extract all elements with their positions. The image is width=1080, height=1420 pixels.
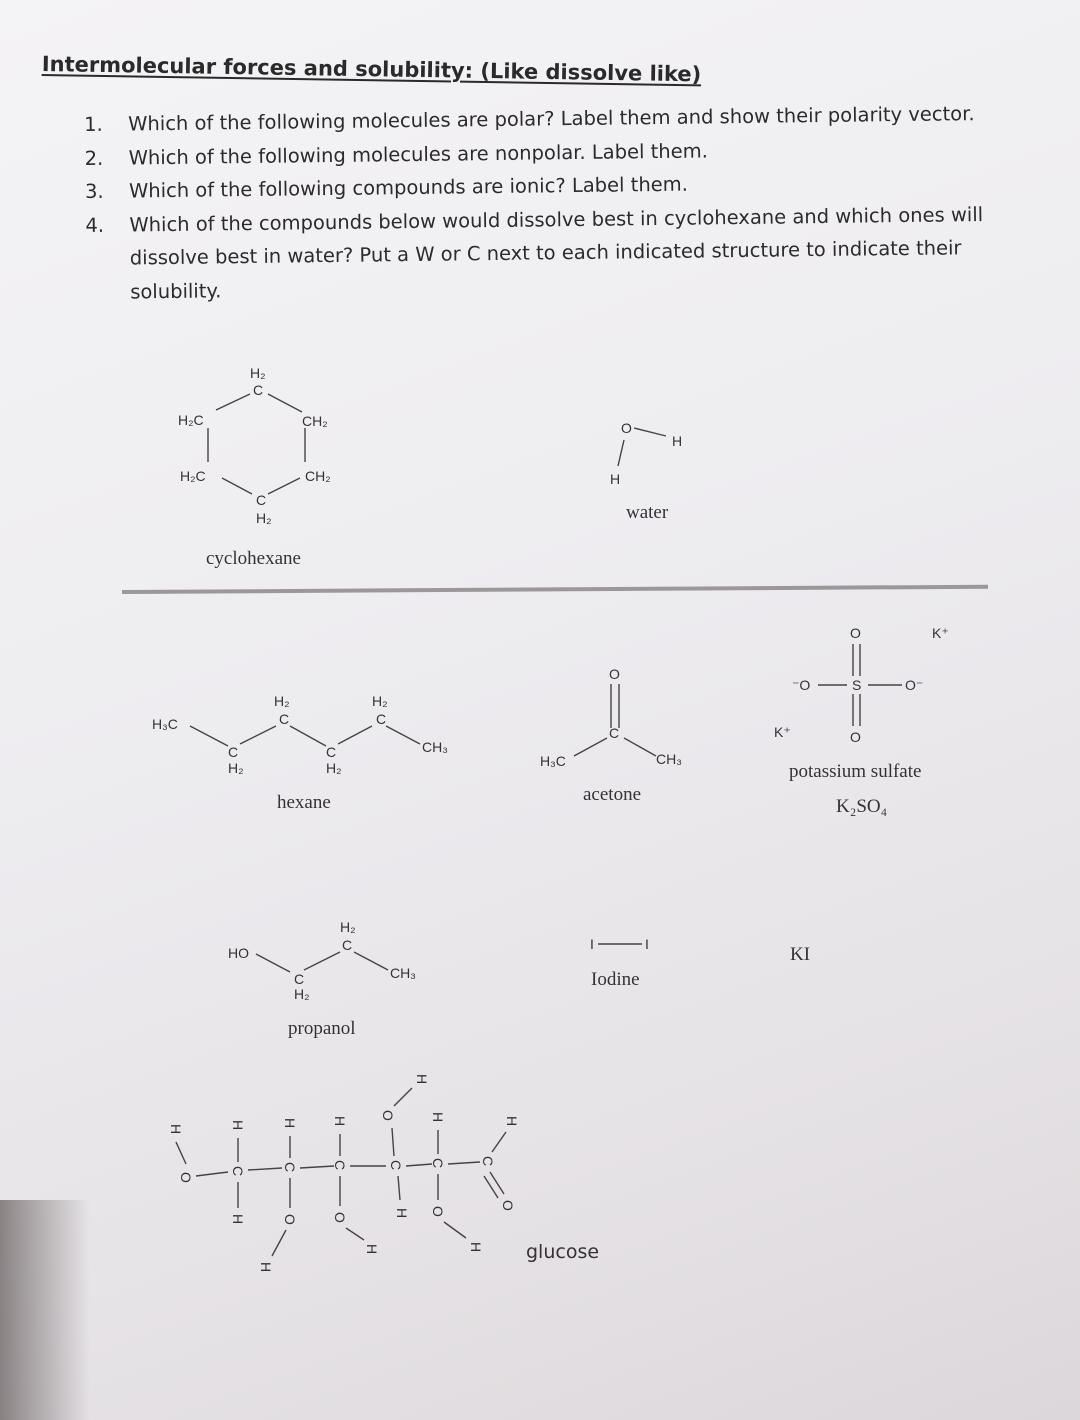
glucose-structure xyxy=(168,1074,599,1272)
atom-label: O xyxy=(609,666,620,682)
atom-label: H xyxy=(394,1208,410,1219)
atom-label: H xyxy=(504,1116,520,1127)
atom-label: O xyxy=(500,1200,516,1211)
atom-label: O xyxy=(850,729,861,745)
atom-label: H₂ xyxy=(274,693,290,709)
atom-label: HO xyxy=(228,945,249,961)
atom-label: O xyxy=(380,1110,396,1121)
atom-label: S xyxy=(852,677,862,693)
question-text: Which of the compounds below would dissolve best in cyclohexane and which ones will dissolve best in water? Put a W or C next to each indicated structure to indicate their solubility. xyxy=(129,202,984,303)
atom-label: C xyxy=(279,711,290,727)
molecule-name: glucose xyxy=(526,1241,600,1263)
bond xyxy=(624,738,656,756)
atom-label: C xyxy=(388,1160,404,1171)
atom-label: C xyxy=(342,937,353,953)
propanol-structure xyxy=(228,919,416,1039)
atom-label: C xyxy=(430,1158,446,1169)
atom-label: H₂ xyxy=(326,760,342,776)
question-text: Which of the following compounds are ionic? Label them. xyxy=(128,172,689,203)
atom-label: O xyxy=(332,1212,348,1223)
atom-label: H xyxy=(430,1112,446,1123)
bond xyxy=(398,1176,400,1200)
potassium-iodide xyxy=(790,944,810,965)
atom-label: CH₃ xyxy=(656,751,682,767)
question-number: 2. xyxy=(84,146,104,170)
bond xyxy=(618,440,624,466)
atom-label: O xyxy=(178,1172,194,1183)
atom-label: CH₂ xyxy=(305,468,331,484)
atom-label: H xyxy=(230,1214,246,1225)
bond xyxy=(406,1164,432,1166)
atom-label: H₃C xyxy=(540,753,566,769)
bond xyxy=(354,952,388,970)
atom-label: C xyxy=(326,744,337,760)
bond xyxy=(222,478,252,494)
atom-label: C xyxy=(228,744,239,760)
molecule-name: Iodine xyxy=(591,969,640,990)
atom-label: H xyxy=(414,1074,430,1085)
worksheet-title: Intermolecular forces and solubility: (Like dissolve like) xyxy=(41,52,702,87)
molecule-name: potassium sulfate xyxy=(789,761,922,782)
bond xyxy=(574,738,607,756)
atom-label: H xyxy=(168,1124,184,1135)
atom-label-h xyxy=(168,1124,184,1134)
atom-label: CH₃ xyxy=(390,965,416,981)
bond xyxy=(290,726,326,746)
atom-label: H xyxy=(672,433,683,449)
acetone-structure xyxy=(540,666,682,805)
atom-label: H xyxy=(610,471,621,487)
atom-label: I xyxy=(590,936,594,952)
atom-label: C xyxy=(256,492,267,508)
atom-label: C xyxy=(609,725,620,741)
bond xyxy=(346,1228,364,1240)
atom-label: H₂ xyxy=(228,760,244,776)
atom-label: C xyxy=(230,1166,246,1177)
atom-label: ⁻O xyxy=(792,677,811,693)
bond xyxy=(272,1230,286,1256)
molecule-name: propanol xyxy=(288,1018,356,1039)
molecule-name: acetone xyxy=(583,784,642,805)
bond xyxy=(196,1172,228,1176)
molecular-formula: K₂SO₄ xyxy=(836,796,888,817)
bond xyxy=(392,1128,394,1156)
atom-label: H₂ xyxy=(340,919,356,935)
atom-label: K⁺ xyxy=(932,625,949,641)
bond xyxy=(444,1222,466,1238)
atom-label: H₂ xyxy=(250,365,266,381)
atom-label: C xyxy=(282,1162,298,1173)
molecule-name: water xyxy=(626,502,669,523)
atom-label: CH₃ xyxy=(422,739,448,755)
bond xyxy=(634,428,666,436)
atom-label: H xyxy=(468,1242,484,1253)
molecule-name: KI xyxy=(790,944,811,965)
water-structure xyxy=(610,420,682,523)
iodine-structure xyxy=(590,936,649,990)
atom-label: C xyxy=(480,1156,496,1167)
bond xyxy=(256,954,290,972)
bond xyxy=(492,1132,506,1152)
potassium-sulfate-structure xyxy=(774,625,949,817)
bond xyxy=(216,394,250,410)
bond xyxy=(190,726,228,746)
bond xyxy=(268,478,300,494)
molecule-name: hexane xyxy=(277,792,331,813)
bond xyxy=(338,726,372,744)
cyclohexane-structure xyxy=(178,365,331,569)
bond xyxy=(304,952,340,970)
question-number: 4. xyxy=(85,213,105,237)
bond xyxy=(484,1176,498,1198)
question-text: Which of the following molecules are polar? Label them and show their polarity vector. xyxy=(128,102,975,136)
atom-label: H xyxy=(230,1120,246,1131)
atom-label: H₂ xyxy=(256,510,272,526)
atom-label: C xyxy=(294,971,305,987)
question-number: 3. xyxy=(84,179,104,203)
atom-label: H₂ xyxy=(294,986,310,1002)
question-number: 1. xyxy=(84,112,103,136)
bond xyxy=(176,1142,186,1164)
atom-label: O xyxy=(621,420,632,436)
atom-label: CH₂ xyxy=(302,413,328,429)
atom-label: C xyxy=(332,1160,348,1171)
molecule-name: cyclohexane xyxy=(206,548,301,569)
atom-label: C xyxy=(253,382,264,398)
atom-label: H₂ xyxy=(372,693,388,709)
bond xyxy=(386,726,420,744)
question-text: Which of the following molecules are nonpolar. Label them. xyxy=(128,138,708,169)
atom-label: O xyxy=(430,1206,446,1217)
atom-label: H xyxy=(364,1244,380,1255)
atom-label: O xyxy=(282,1214,298,1225)
bond xyxy=(240,726,276,744)
bond xyxy=(448,1162,480,1164)
atom-label: H₂C xyxy=(180,468,206,484)
hexane-structure xyxy=(152,693,448,813)
atom-label: O xyxy=(850,625,861,641)
atom-label: H₂C xyxy=(178,412,204,428)
atom-label: H xyxy=(258,1262,274,1273)
bond xyxy=(394,1088,412,1106)
atom-label: K⁺ xyxy=(774,724,791,740)
bond xyxy=(490,1172,504,1194)
atom-label: C xyxy=(376,711,387,727)
atom-label: H xyxy=(332,1116,348,1127)
bond xyxy=(300,1166,334,1168)
atom-label: O⁻ xyxy=(905,677,924,693)
bond xyxy=(268,394,302,412)
atom-label: H xyxy=(282,1118,298,1129)
atom-label: H₃C xyxy=(152,716,178,732)
atom-label: I xyxy=(645,936,649,952)
bond xyxy=(248,1168,282,1170)
